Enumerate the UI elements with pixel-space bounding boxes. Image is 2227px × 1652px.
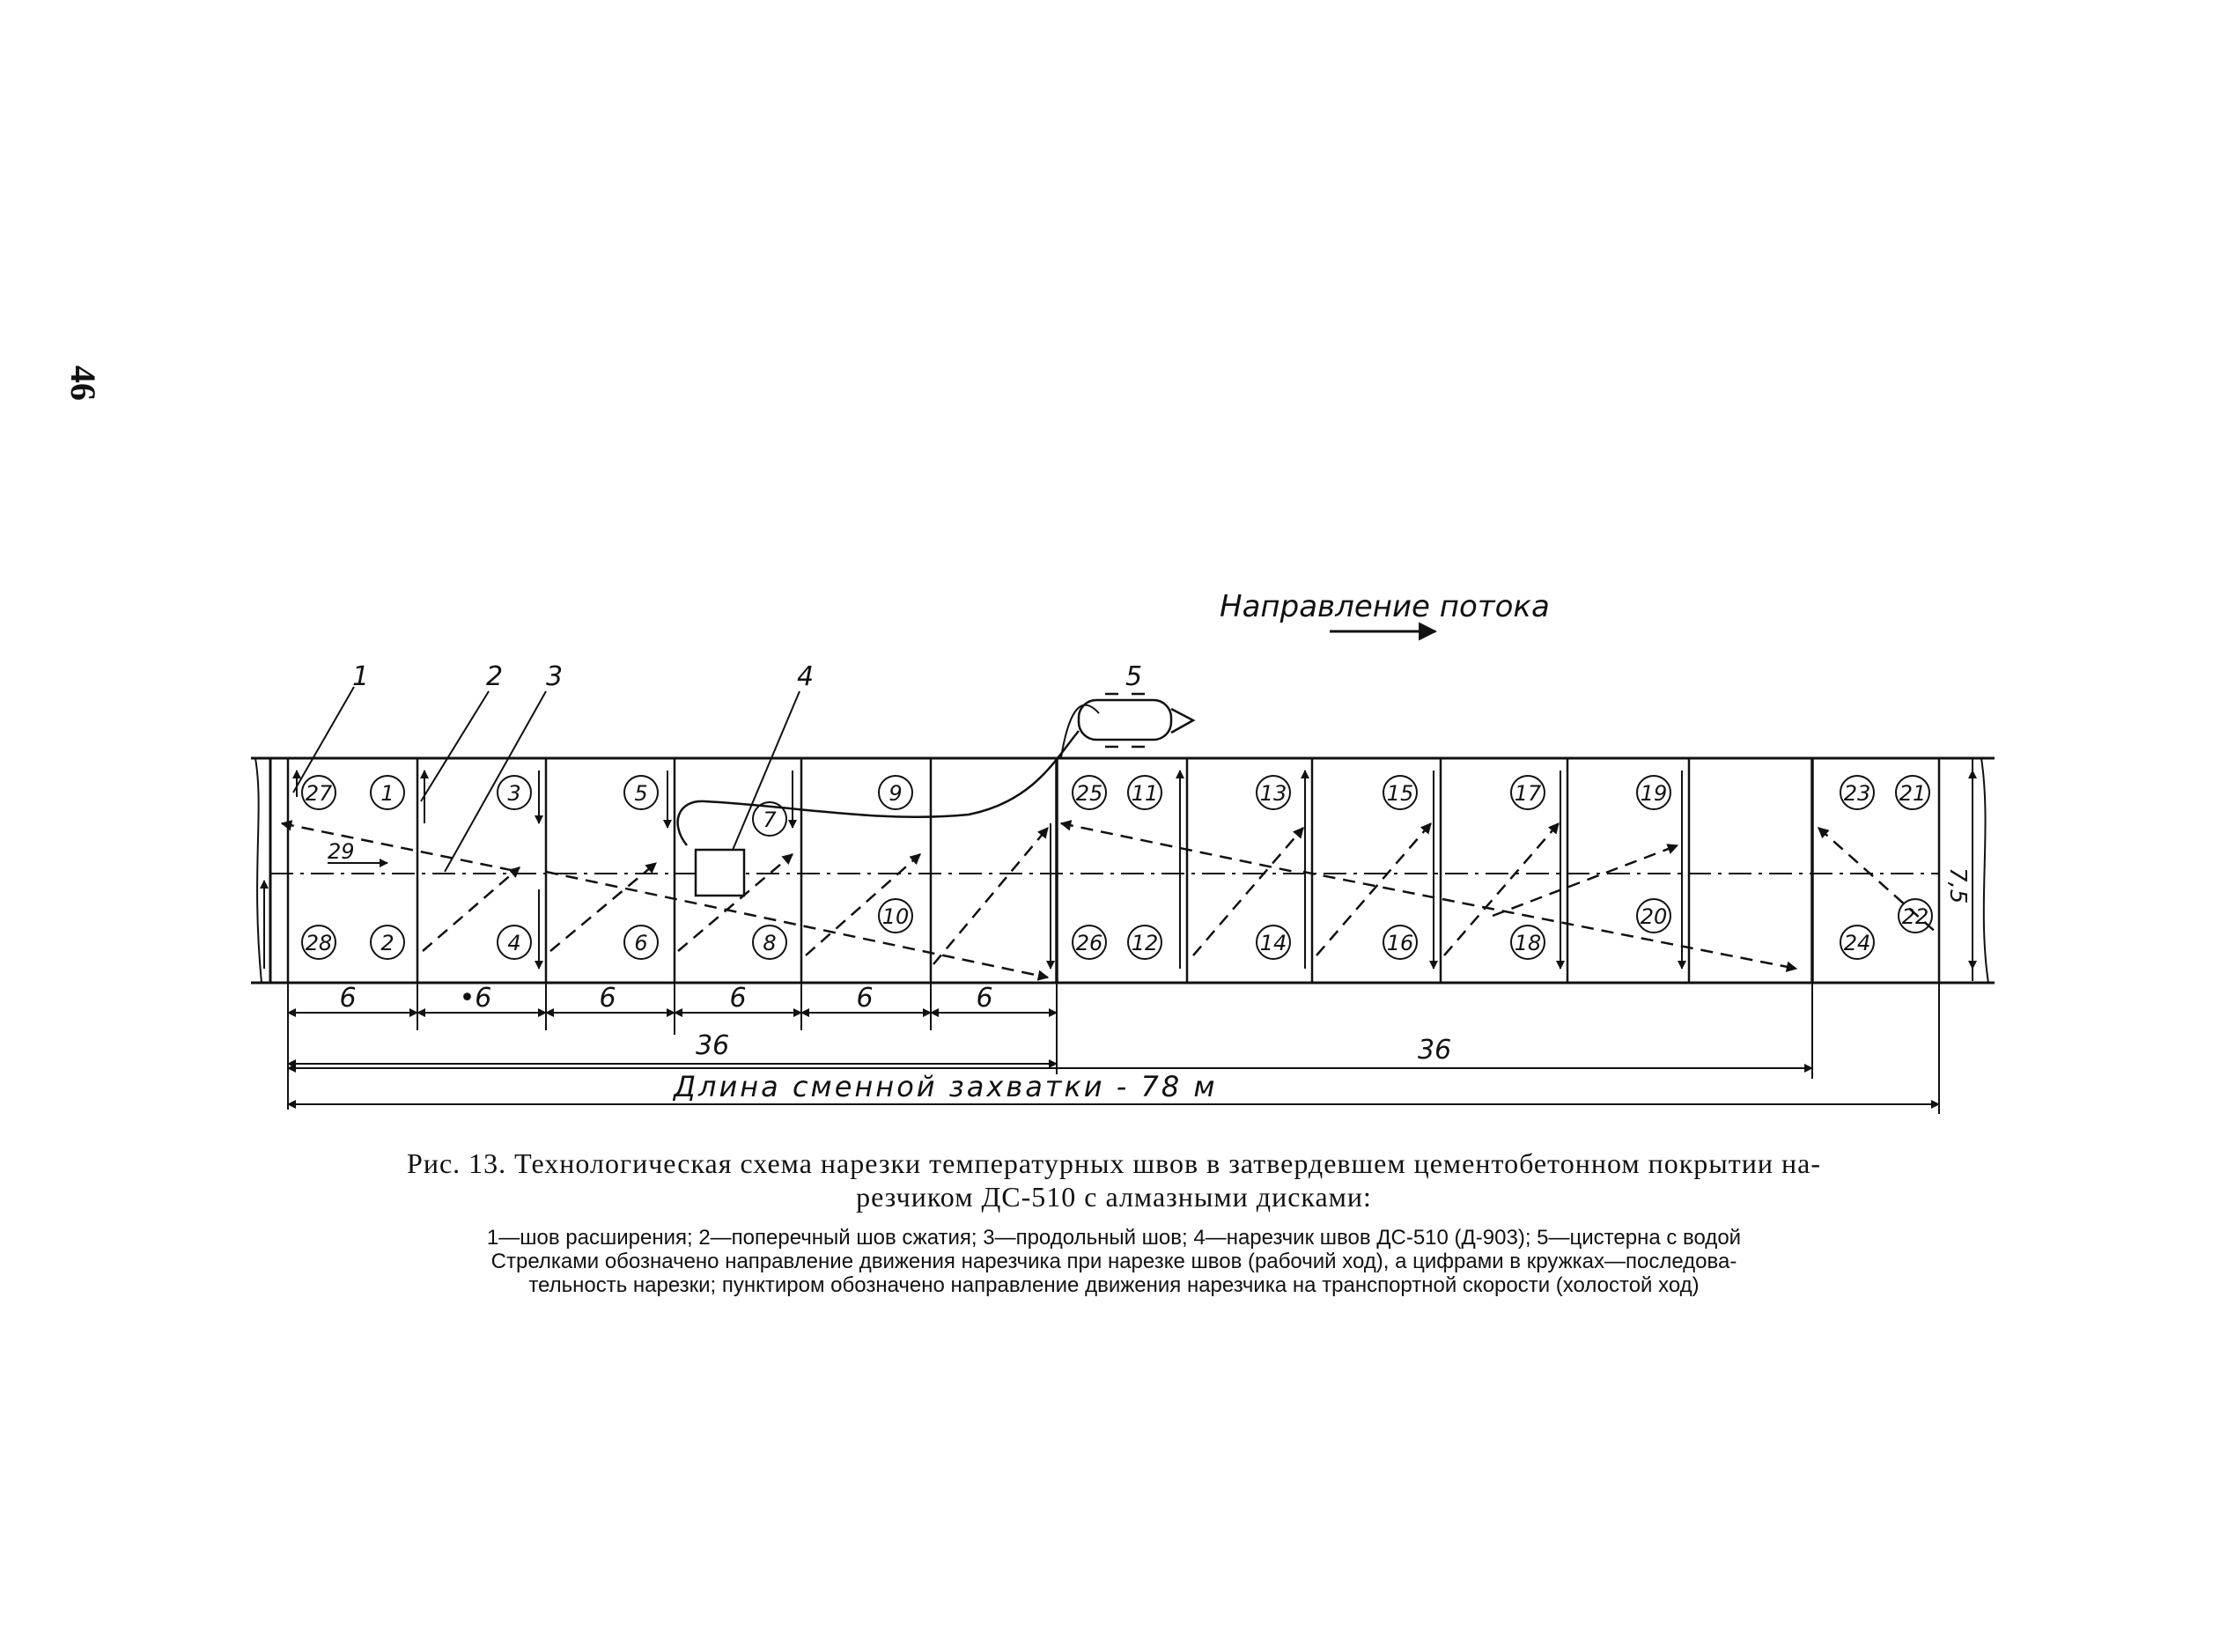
svg-text:25: 25 (1075, 781, 1103, 806)
callout-5: 5 (1125, 661, 1143, 692)
caption-legend-line-2: Стрелками обозначено направление движения нарезчика при нарезке швов (рабочий ход), а цифрами в кружках—последова- (490, 1250, 1737, 1273)
svg-text:28: 28 (305, 931, 333, 955)
seq-circle-18 (1511, 926, 1545, 959)
seq-circle-19 (1637, 776, 1670, 809)
seq-circle-23 (1840, 776, 1874, 809)
svg-text:18: 18 (1514, 931, 1542, 955)
segment-dim-1: 36 (696, 1030, 730, 1061)
svg-text:19: 19 (1640, 781, 1668, 806)
seq-circle-6 (624, 926, 658, 959)
svg-text:13: 13 (1259, 781, 1287, 806)
slab-dim-3: 6 (599, 983, 616, 1014)
seq-circle-24 (1840, 926, 1874, 959)
svg-text:8: 8 (763, 931, 777, 955)
svg-text:10: 10 (881, 904, 910, 929)
caption-legend-line-3: тельность нарезки; пунктиром обозначено направление движения нарезчика на транспортной скорости (холостой ход) (528, 1273, 1700, 1297)
water-hose (678, 731, 1079, 845)
callout-2: 2 (486, 661, 504, 692)
seq-circle-1 (371, 776, 404, 809)
svg-text:17: 17 (1514, 781, 1542, 806)
page-number: 46 (63, 365, 103, 401)
svg-text:27: 27 (305, 781, 333, 806)
svg-text:9: 9 (889, 781, 903, 806)
seq-circle-10 (879, 899, 912, 933)
seq-circle-25 (1073, 776, 1106, 809)
seq-circle-14 (1257, 926, 1290, 959)
callout-numbers (352, 661, 1142, 692)
seq-circle-22 (1899, 899, 1932, 933)
seq-circle-11 (1128, 776, 1161, 809)
caption-title-line-2: резчиком ДС-510 с алмазными дисками: (856, 1181, 1372, 1213)
caption-title-line-1: Рис. 13. Технологическая схема нарезки температурных швов в затвердевшем цементобетонном покрытии на- (407, 1147, 1821, 1179)
seq-circle-7 (753, 802, 786, 836)
seq-circle-17 (1511, 776, 1545, 809)
seq-circle-27 (302, 776, 336, 809)
svg-text:2: 2 (380, 931, 395, 955)
svg-text:14: 14 (1259, 931, 1287, 955)
idle-run-label: 29 (328, 839, 355, 864)
svg-text:24: 24 (1843, 931, 1871, 955)
svg-text:23: 23 (1843, 781, 1871, 806)
seq-circle-4 (498, 926, 531, 959)
svg-text:7: 7 (763, 808, 777, 832)
seq-circle-26 (1073, 926, 1106, 959)
caption-title (260, 1147, 1968, 1213)
slab-dim-5: 6 (856, 983, 874, 1014)
seq-circle-13 (1257, 776, 1290, 809)
water-tank (1079, 694, 1193, 747)
svg-text:15: 15 (1386, 781, 1414, 806)
seq-circle-21 (1896, 776, 1929, 809)
seq-circle-28 (302, 926, 336, 959)
svg-text:11: 11 (1131, 781, 1159, 806)
svg-text:12: 12 (1131, 931, 1159, 955)
seq-circle-8 (753, 926, 786, 959)
joint-cutter (696, 850, 744, 896)
seq-circle-12 (1128, 926, 1161, 959)
slab-dim-1: 6 (339, 983, 357, 1014)
svg-text:4: 4 (507, 931, 521, 955)
svg-text:6: 6 (634, 931, 648, 955)
svg-text:20: 20 (1640, 904, 1668, 929)
svg-text:22: 22 (1901, 904, 1929, 929)
caption-legend-line-1: 1—шов расширения; 2—поперечный шов сжатия; 3—продольный шов; 4—нарезчик швов ДС-510 (Д-903); 5—цистерна с водой (486, 1226, 1742, 1250)
svg-text:1: 1 (380, 781, 395, 806)
seq-circle-20 (1637, 899, 1670, 933)
slab-dim-6: 6 (976, 983, 993, 1014)
slab-dimension-labels (339, 983, 992, 1014)
callout-lines (293, 687, 1099, 872)
svg-text:5: 5 (634, 781, 648, 806)
segment-dimension-lines (288, 1064, 1812, 1068)
slab-dim-2: •6 (459, 983, 492, 1014)
width-label: 7,5 (1944, 867, 1971, 904)
callout-4: 4 (797, 661, 815, 692)
seq-circle-9 (879, 776, 912, 809)
seq-circle-15 (1383, 776, 1417, 809)
svg-text:26: 26 (1075, 931, 1103, 955)
callout-3: 3 (546, 661, 564, 692)
seq-circle-5 (624, 776, 658, 809)
slab-dim-4: 6 (729, 983, 747, 1014)
seq-circle-3 (498, 776, 531, 809)
total-length-label: Длина сменной захватки - 78 м (674, 1070, 1218, 1103)
figure-caption (260, 1147, 1968, 1297)
svg-text:21: 21 (1899, 781, 1927, 806)
svg-text:3: 3 (507, 781, 521, 806)
seq-circle-2 (371, 926, 404, 959)
svg-text:16: 16 (1386, 931, 1414, 955)
segment-dim-2: 36 (1418, 1035, 1452, 1066)
flow-direction-label: Направление потока (1220, 589, 1550, 624)
seq-circle-16 (1383, 926, 1417, 959)
caption-legend (260, 1226, 1968, 1297)
callout-1: 1 (352, 661, 370, 692)
